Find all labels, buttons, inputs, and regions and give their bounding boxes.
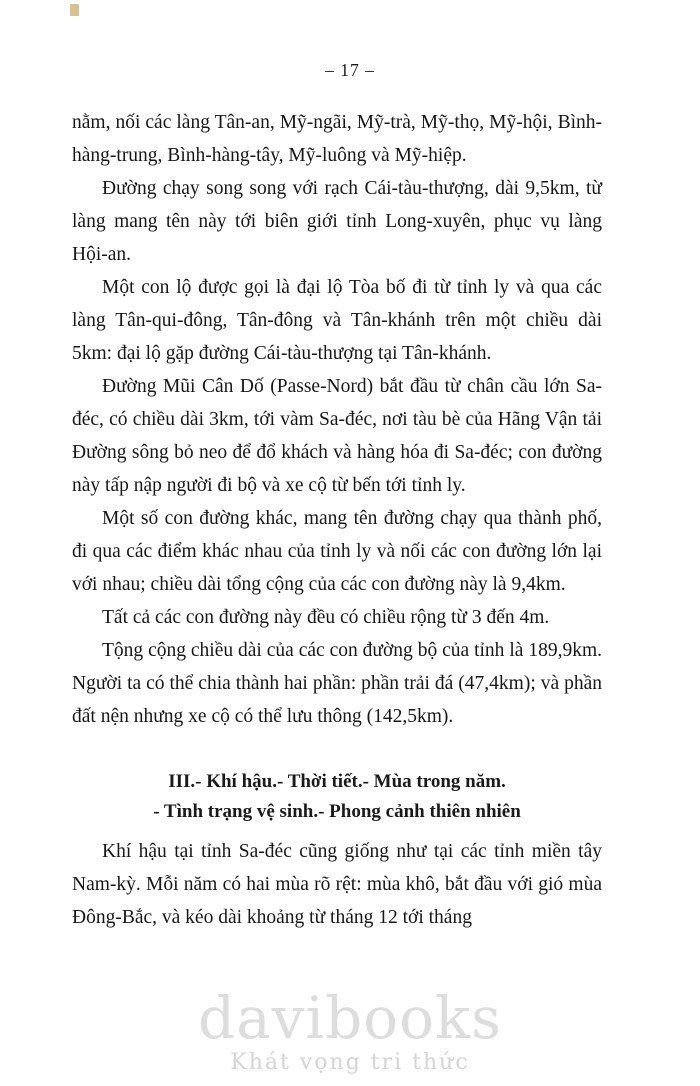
paragraph: Đường chạy song song với rạch Cái-tàu-thượng, dài 9,5km, từ làng mang tên này tới biên giới tỉnh Long-xuyên, phục vụ làng Hội-an. xyxy=(72,178,602,265)
watermark xyxy=(0,984,700,1078)
paragraph: Đường Mũi Cân Dố (Passe-Nord) bắt đầu từ chân cầu lớn Sa-đéc, có chiều dài 3km, tới vàm Sa-đéc, nơi tàu bè của Hãng Vận tải Đường sông bỏ neo để đổ khách và hàng hóa đi Sa-đéc; con đường này tấp nập người đi bộ và xe cộ từ bến tới tỉnh ly. xyxy=(72,376,602,496)
paragraph: Tất cả các con đường này đều có chiều rộng từ 3 đến 4m. xyxy=(102,607,550,628)
paragraph: Khí hậu tại tỉnh Sa-đéc cũng giống như tại các tỉnh miền tây Nam-kỳ. Mỗi năm có hai mùa rõ rệt: mùa khô, bắt đầu với gió mùa Đông-Bắc, và kéo dài khoảng từ tháng 12 tới tháng xyxy=(72,841,602,928)
section-heading-line-1: III.- Khí hậu.- Thời tiết.- Mùa trong năm. xyxy=(168,771,506,792)
section-heading-line-2: - Tình trạng vệ sinh.- Phong cảnh thiên nhiên xyxy=(153,801,521,822)
watermark-sub-text: Khát vọng tri thức xyxy=(230,1050,470,1075)
page-number: – 17 – xyxy=(325,60,375,80)
paragraph: nằm, nối các làng Tân-an, Mỹ-ngãi, Mỹ-trà, Mỹ-thọ, Mỹ-hội, Bình-hàng-trung, Bình-hàng-tây, Mỹ-luông và Mỹ-hiệp. xyxy=(72,112,602,166)
paragraph: Một số con đường khác, mang tên đường chạy qua thành phố, đi qua các điểm khác nhau của tỉnh ly và nối các con đường lớn lại với nhau; chiều dài tổng cộng của các con đường này là 9,4km. xyxy=(72,508,602,595)
page-corner-mark xyxy=(70,4,79,16)
page-body xyxy=(72,106,602,934)
section-heading xyxy=(72,767,602,827)
paragraph: Tộng cộng chiều dài của các con đường bộ của tỉnh là 189,9km. Người ta có thể chia thành hai phần: phần trải đá (47,4km); và phần đất nện nhưng xe cộ có thể lưu thông (142,5km). xyxy=(72,640,602,727)
watermark-main-text: davibooks xyxy=(198,984,502,1052)
paragraph: Một con lộ được gọi là đại lộ Tòa bố đi từ tỉnh ly và qua các làng Tân-qui-đông, Tân-đông và Tân-khánh trên một chiều dài 5km: đại lộ gặp đường Cái-tàu-thượng tại Tân-khánh. xyxy=(72,277,602,364)
